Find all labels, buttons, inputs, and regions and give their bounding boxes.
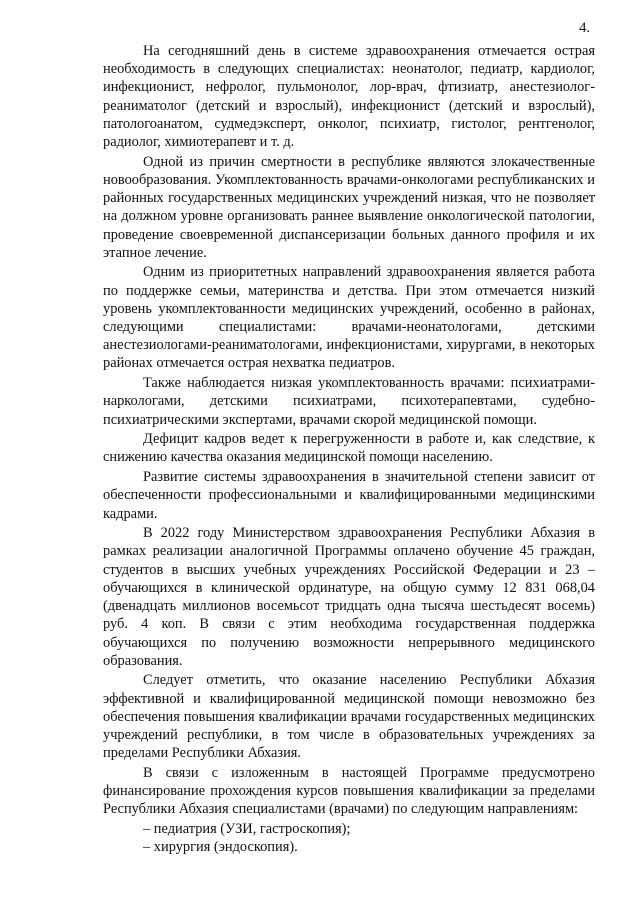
paragraph-oncology: Одной из причин смертности в республике являются злокачественные новообразования. Укомплектованность врачами-онкологами республиканских и районных государственных медицинских учреждений низкая, что не позволяет на должном уровне организовать раннее выявление онкологической патологии, проведение своевременной диспансеризации больных данного профиля и их этапное лечение. bbox=[103, 153, 595, 261]
paragraph-specialists-shortage: На сегодняшний день в системе здравоохранения отмечается острая необходимость в следующих специалистах: неонатолог, педиатр, кардиолог, инфекционист, нефролог, пульмонолог, лор-врач, фтизиатр, анестезиолог-реаниматолог (детский и взрослый), инфекционист (детский и взрослый), патологоанатом, судмедэксперт, онколог, психиатр, гистолог, рентгенолог, радиолог, химиотерапевт и т. д. bbox=[103, 43, 595, 151]
paragraph-psychiatry: Также наблюдается низкая укомплектованность врачами: психиатрами-наркологами, детскими психиатрами, психотерапевтами, судебно-психиатрическими экспертами, врачами скорой медицинской помощи. bbox=[103, 375, 595, 428]
paragraph-program-funding: В связи с изложенным в настоящей Программе предусмотрено финансирование прохождения курсов повышения квалификации за пределами Республики Абхазия специалистами (врачами) по следующим направлениям: bbox=[103, 764, 595, 818]
page-number: 4. bbox=[579, 20, 590, 36]
paragraph-maternity: Одним из приоритетных направлений здравоохранения является работа по поддержке семьи, материнства и детства. При этом отмечается низкий уровень укомплектованности медицинских учреждений, особенно в районах, следующими специалистами: врачами-неонатологами, детскими анестезиологами-реаниматологами, инфекционистами, хирургами, в некоторых районах отмечается острая нехватка педиатров. bbox=[103, 264, 595, 372]
document-body bbox=[103, 42, 595, 856]
paragraph-development: Развитие системы здравоохранения в значительной степени зависит от обеспеченности профессиональными и квалифицированными медицинскими кадрами. bbox=[103, 469, 595, 522]
paragraph-staff-deficit: Дефицит кадров ведет к перегруженности в работе и, как следствие, к снижению качества оказания медицинской помощи населению. bbox=[103, 431, 595, 466]
list-item-surgery: – хирургия (эндоскопия). bbox=[143, 839, 298, 856]
paragraph-training-2022: В 2022 году Министерством здравоохранения Республики Абхазия в рамках реализации аналогичной Программы оплачено обучение 45 граждан, студентов в высших учебных учреждениях Российской Федерации и 23 – обучающихся в клинической ординатуре, на общую сумму 12 831 068,04 (двенадцать миллионов восемьсот тридцать одна тысяча шестьдесят восемь) руб. 4 коп. В связи с этим необходима государственная поддержка обучающихся по получению возможности непрерывного медицинского образования. bbox=[103, 525, 595, 669]
list-item-pediatrics: – педиатрия (УЗИ, гастроскопия); bbox=[143, 821, 351, 838]
paragraph-qualification: Следует отметить, что оказание населению Республики Абхазия эффективной и квалифицированной медицинской помощи невозможно без обеспечения повышения квалификации врачами государственных медицинских учреждений республики, в том числе в образовательных учреждениях за пределами Республики Абхазия. bbox=[103, 672, 595, 762]
